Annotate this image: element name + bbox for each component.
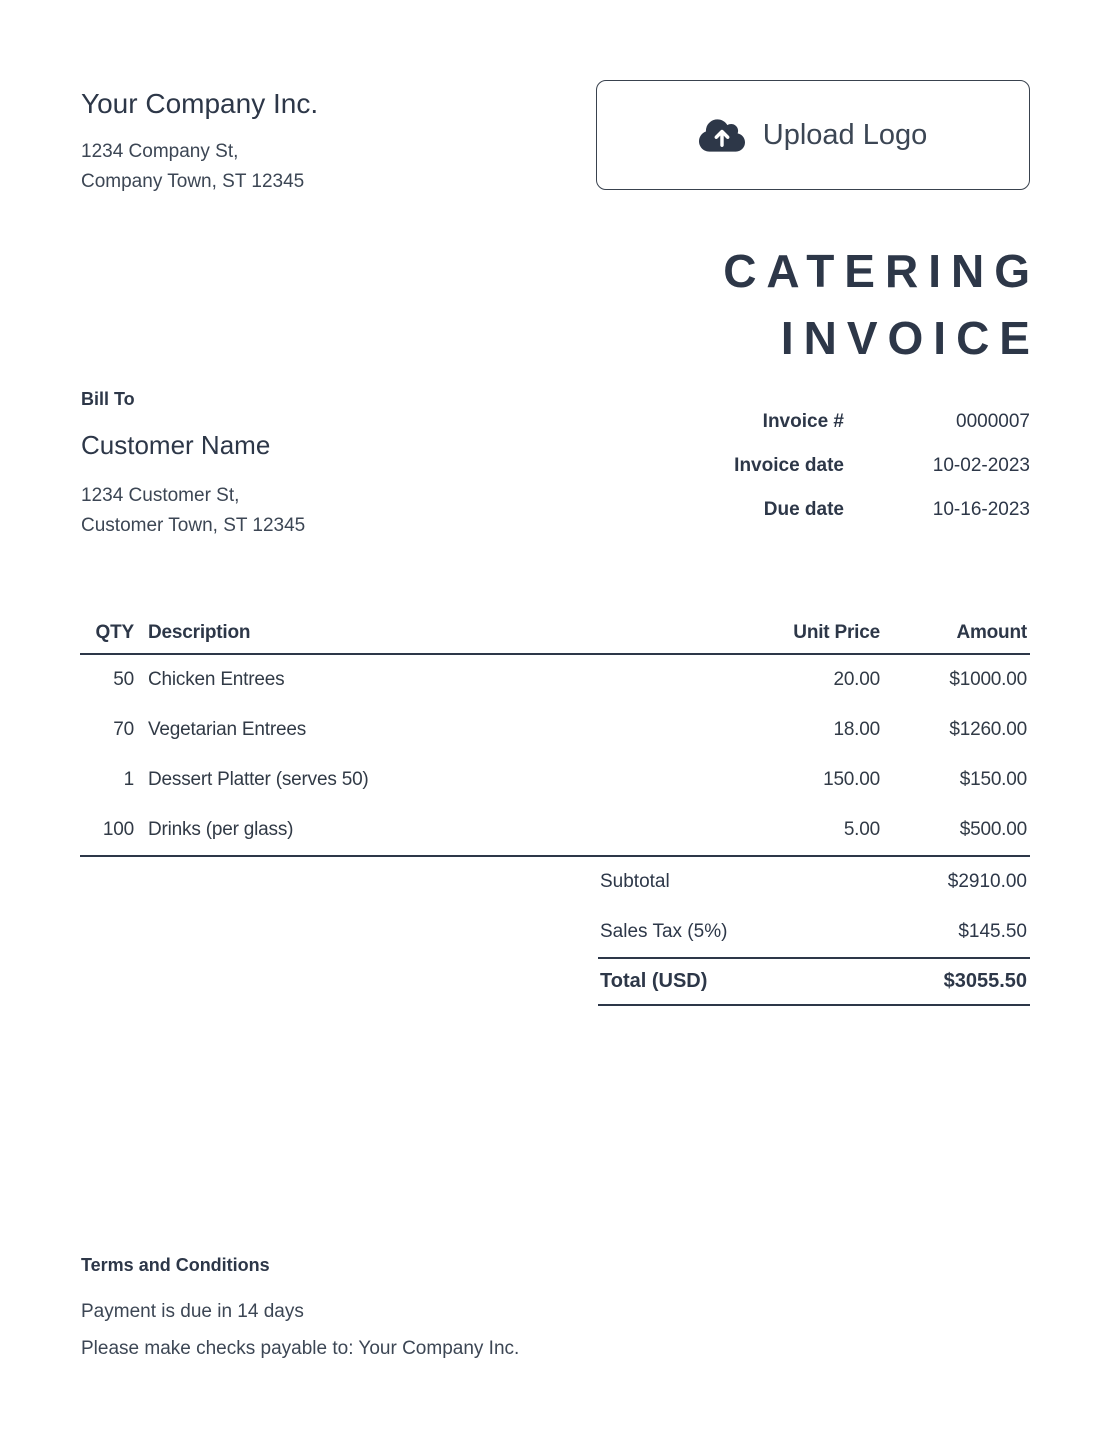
item-unit-price: 5.00 [843,819,880,840]
table-row [80,755,1030,805]
table-body [80,655,1030,857]
company-address-line1: 1234 Company St, [81,141,239,162]
due-date-value: 10-16-2023 [932,499,1030,520]
item-description: Chicken Entrees [148,669,285,690]
company-info [81,88,318,197]
sales-tax-value: $145.50 [958,921,1027,942]
sales-tax-label: Sales Tax (5%) [600,921,728,942]
item-description: Dessert Platter (serves 50) [148,769,369,790]
company-address-line2: Company Town, ST 12345 [81,171,305,192]
total-row [598,957,1030,1006]
item-unit-price: 150.00 [823,769,880,790]
document-title [723,238,1040,372]
invoice-number-value: 0000007 [956,411,1030,432]
item-description: Drinks (per glass) [148,819,294,840]
customer-address-line1: 1234 Customer St, [81,485,240,506]
company-name: Your Company Inc. [81,88,319,119]
upload-logo-button[interactable] [596,80,1030,190]
invoice-meta [734,411,1030,543]
invoice-date-label: Invoice date [734,455,844,476]
item-unit-price: 20.00 [833,669,880,690]
subtotal-row [598,857,1030,907]
item-amount: $500.00 [959,819,1027,840]
item-amount: $1000.00 [949,669,1027,690]
invoice-date-row [734,455,1030,499]
table-row [80,655,1030,705]
document-title-line1: CATERING [723,245,1040,297]
table-row [80,805,1030,855]
terms-line2: Please make checks payable to: Your Company Inc. [81,1338,520,1359]
invoice-date-value: 10-02-2023 [932,455,1030,476]
document-title-line2: INVOICE [780,312,1040,364]
table-header-row [80,612,1030,655]
terms-section [81,1255,519,1367]
totals-section [598,857,1030,1006]
invoice-number-label: Invoice # [762,411,844,432]
qty-column-header: QTY [95,621,134,643]
table-row [80,705,1030,755]
upload-logo-label: Upload Logo [762,118,928,151]
terms-line1: Payment is due in 14 days [81,1301,304,1322]
bill-to-heading: Bill To [81,389,135,409]
item-amount: $1260.00 [949,719,1027,740]
total-value: $3055.50 [943,970,1027,992]
subtotal-value: $2910.00 [947,871,1027,892]
terms-heading: Terms and Conditions [81,1255,270,1275]
due-date-row [734,499,1030,543]
cloud-upload-icon [699,117,745,154]
due-date-label: Due date [763,499,844,520]
customer-name: Customer Name [81,430,271,460]
line-items-table [80,612,1030,857]
item-qty: 100 [102,819,134,840]
total-label: Total (USD) [600,970,708,992]
invoice-number-row [734,411,1030,455]
bill-to-section [81,389,305,541]
item-amount: $150.00 [959,769,1027,790]
sales-tax-row [598,907,1030,957]
item-qty: 50 [113,669,134,690]
item-qty: 70 [113,719,134,740]
item-description: Vegetarian Entrees [148,719,307,740]
subtotal-label: Subtotal [600,871,670,892]
item-unit-price: 18.00 [833,719,880,740]
unit-price-column-header: Unit Price [793,621,880,643]
amount-column-header: Amount [956,621,1027,643]
customer-address-line2: Customer Town, ST 12345 [81,515,306,536]
item-qty: 1 [123,769,134,790]
description-column-header: Description [148,621,251,643]
